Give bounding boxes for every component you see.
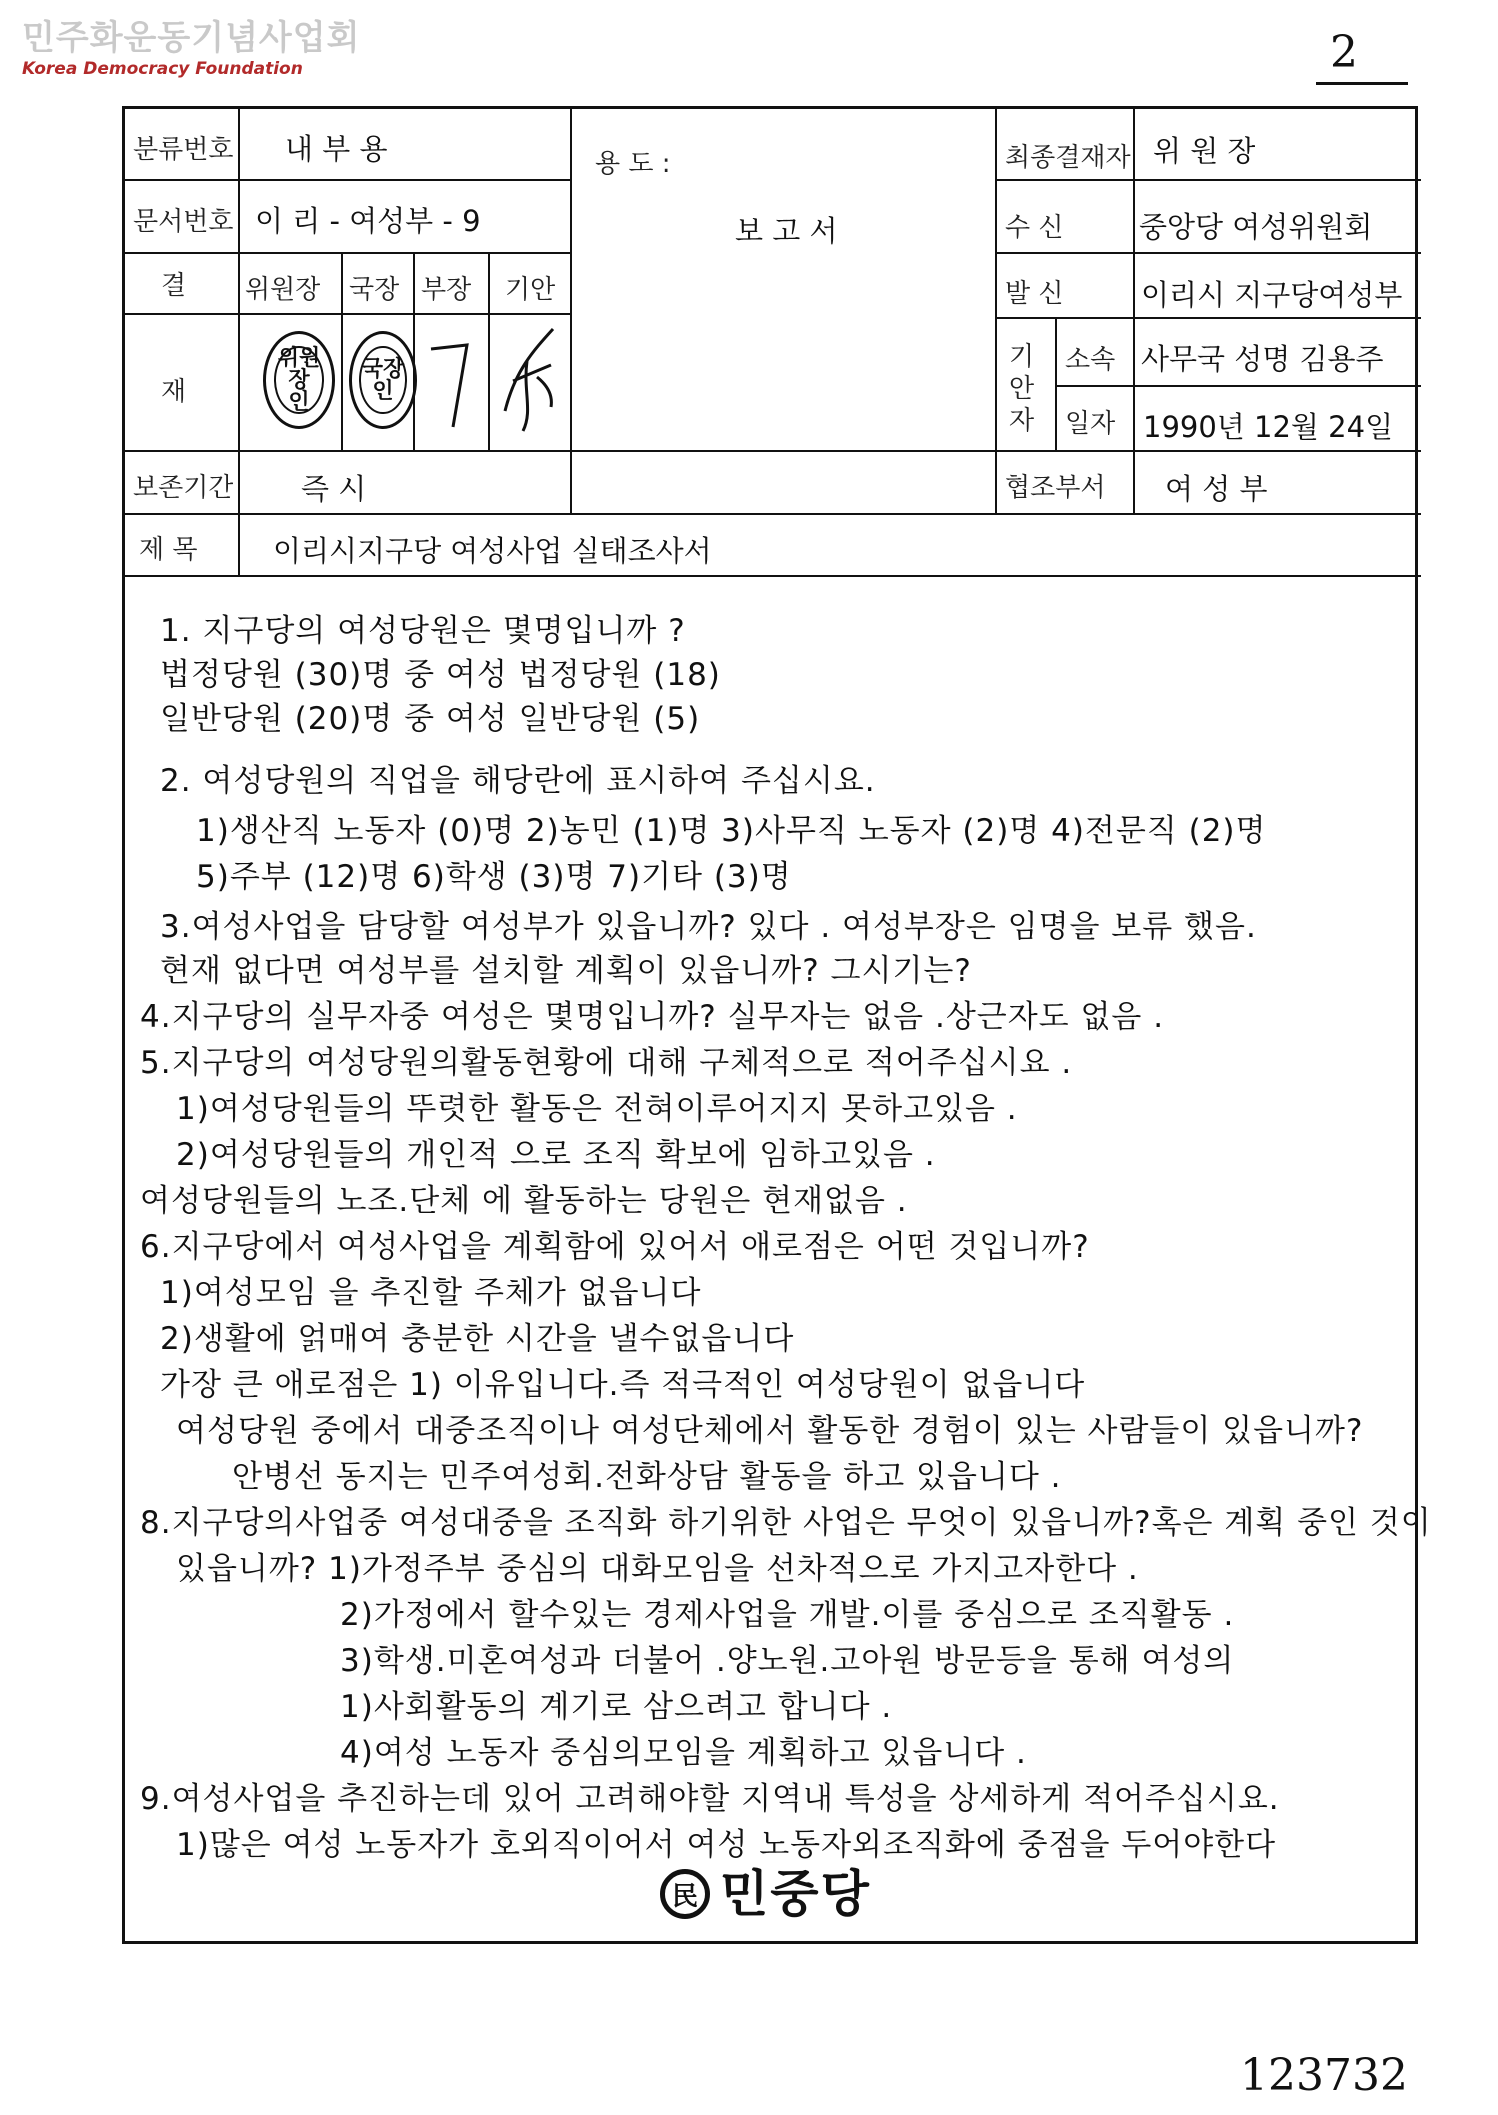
col-divider	[1055, 317, 1057, 450]
approval-header-director: 국장	[349, 275, 400, 305]
drafter-signature	[493, 321, 569, 437]
body-line: 일반당원 (20)명 중 여성 일반당원 (5)	[160, 701, 701, 737]
row-divider	[238, 313, 570, 315]
final-approver-value: 위 원 장	[1153, 134, 1256, 168]
col-divider	[341, 252, 343, 450]
approval-header-drafter: 기안	[505, 275, 556, 305]
body-line: 1)많은 여성 노동자가 호외직이어서 여성 노동자외조직화에 중점을 두어야한다	[176, 1827, 1277, 1863]
col-divider	[238, 109, 240, 575]
body-line: 1)여성모임 을 추진할 주체가 없읍니다	[160, 1275, 702, 1311]
body-line: 가장 큰 애로점은 1) 이유입니다.즉 적극적인 여성당원이 없읍니다	[160, 1367, 1086, 1403]
body-line: 1)생산직 노동자 (0)명 2)농민 (1)명 3)사무직 노동자 (2)명 4)전문직 (2)명	[196, 813, 1267, 849]
manager-signature	[423, 327, 483, 437]
watermark-korean: 민주화운동기념사업회	[22, 18, 361, 58]
body-line: 4.지구당의 실무자중 여성은 몇명입니까? 실무자는 없음 .상근자도 없음 .	[140, 999, 1165, 1035]
watermark	[22, 18, 360, 80]
date-label: 일자	[1065, 409, 1116, 439]
recipient-label: 수 신	[1005, 213, 1064, 243]
body-line: 4)여성 노동자 중심의모임을 계획하고 있읍니다 .	[340, 1735, 1027, 1771]
page-mark: 2	[1330, 27, 1358, 78]
approval-label-top: 결	[161, 271, 187, 301]
row-divider	[125, 513, 1421, 515]
final-approver-label: 최종결재자	[1005, 143, 1131, 173]
body-line: 2. 여성당원의 직업을 해당란에 표시하여 주십시요.	[160, 763, 876, 799]
row-divider	[995, 252, 1421, 254]
body-line: 2)가정에서 할수있는 경제사업을 개발.이를 중심으로 조직활동 .	[340, 1597, 1235, 1633]
director-seal	[349, 331, 417, 429]
coop-dept-label: 협조부서	[1005, 473, 1106, 503]
watermark-english: Korea Democracy Foundation	[22, 59, 303, 79]
col-divider	[1133, 109, 1135, 513]
approval-header-chair: 위원장	[245, 275, 321, 305]
row-divider	[125, 179, 570, 181]
approval-label-bottom: 재	[161, 377, 187, 407]
recipient-value: 중앙당 여성위원회	[1139, 210, 1373, 244]
affiliation-value: 사무국 성명 김용주	[1141, 342, 1384, 376]
body-line: 2)여성당원들의 개인적 으로 조직 확보에 임하고있음 .	[176, 1137, 936, 1173]
director-seal-text: 국장 인	[359, 346, 406, 414]
row-divider	[995, 317, 1421, 319]
classification-value: 내 부 용	[285, 132, 388, 166]
purpose-label: 용 도 :	[595, 149, 671, 179]
party-logo	[660, 1866, 871, 1922]
body-line: 2)생활에 얽매여 충분한 시간을 낼수없읍니다	[160, 1321, 795, 1357]
body-line: 3)학생.미혼여성과 더불어 .양노원.고아원 방문등을 통해 여성의	[340, 1643, 1235, 1679]
body-line: 6.지구당에서 여성사업을 계획함에 있어서 애로점은 어떤 것입니까?	[140, 1229, 1090, 1265]
body-line: 1)여성당원들의 뚜렷한 활동은 전혀이루어지지 못하고있음 .	[176, 1091, 1018, 1127]
affiliation-label: 소속	[1065, 345, 1116, 375]
body-line: 5.지구당의 여성당원의활동현황에 대해 구체적으로 적어주십시요 .	[140, 1045, 1073, 1081]
chair-seal-text: 위원장 인	[274, 346, 324, 414]
body-line: 법정당원 (30)명 중 여성 법정당원 (18)	[160, 657, 721, 693]
coop-dept-value: 여 성 부	[1165, 472, 1268, 506]
body-line: 여성당원 중에서 대중조직이나 여성단체에서 활동한 경험이 있는 사람들이 있읍니까?	[176, 1413, 1364, 1449]
doc-number-value: 이 리 - 여성부 - 9	[255, 204, 481, 238]
classification-label: 분류번호	[133, 135, 234, 165]
archive-number: 123732	[1240, 2050, 1408, 2101]
body-line: 5)주부 (12)명 6)학생 (3)명 7)기타 (3)명	[196, 859, 792, 895]
col-divider	[413, 252, 415, 450]
date-value: 1990년 12월 24일	[1143, 410, 1394, 444]
subject-label: 제 목	[139, 535, 198, 565]
party-emblem-icon: 民	[660, 1869, 710, 1919]
body-line: 여성당원들의 노조.단체 에 활동하는 당원은 현재없음 .	[140, 1183, 908, 1219]
purpose-value: 보 고 서	[735, 214, 838, 248]
body-line: 1)사회활동의 계기로 삼으려고 합니다 .	[340, 1689, 893, 1725]
col-divider	[488, 252, 490, 450]
row-divider	[125, 450, 1421, 452]
drafter-label: 기안자	[1009, 342, 1035, 436]
sender-value: 이리시 지구당여성부	[1141, 278, 1403, 312]
row-divider	[125, 575, 1421, 577]
body-line: 9.여성사업을 추진하는데 있어 고려해야할 지역내 특성을 상세하게 적어주십시요.	[140, 1781, 1280, 1817]
body-line: 현재 없다면 여성부를 설치할 계획이 있읍니까? 그시기는?	[160, 953, 972, 989]
sender-label: 발 신	[1005, 279, 1064, 309]
doc-number-label: 문서번호	[133, 207, 234, 237]
row-divider	[995, 179, 1421, 181]
retention-value: 즉 시	[301, 472, 367, 506]
page-mark-underline	[1316, 82, 1408, 85]
retention-label: 보존기간	[133, 473, 234, 503]
party-name: 민중당	[720, 1865, 871, 1923]
approval-header-manager: 부장	[421, 275, 472, 305]
chair-seal	[263, 331, 335, 429]
col-divider	[570, 109, 572, 513]
body-line: 3.여성사업을 담당할 여성부가 있읍니까? 있다 . 여성부장은 임명을 보류 했음.	[160, 909, 1257, 945]
row-divider	[1055, 385, 1421, 387]
body-line: 8.지구당의사업중 여성대중을 조직화 하기위한 사업은 무엇이 있읍니까?혹은 계획 중인 것이	[140, 1505, 1432, 1541]
col-divider	[995, 109, 997, 513]
subject-value: 이리시지구당 여성사업 실태조사서	[273, 534, 712, 568]
body-line: 안병선 동지는 민주여성회.전화상담 활동을 하고 있읍니다 .	[232, 1459, 1062, 1495]
row-divider	[125, 252, 570, 254]
body-line: 있읍니까? 1)가정주부 중심의 대화모임을 선차적으로 가지고자한다 .	[176, 1551, 1139, 1587]
body-line: 1. 지구당의 여성당원은 몇명입니까 ?	[160, 613, 686, 649]
